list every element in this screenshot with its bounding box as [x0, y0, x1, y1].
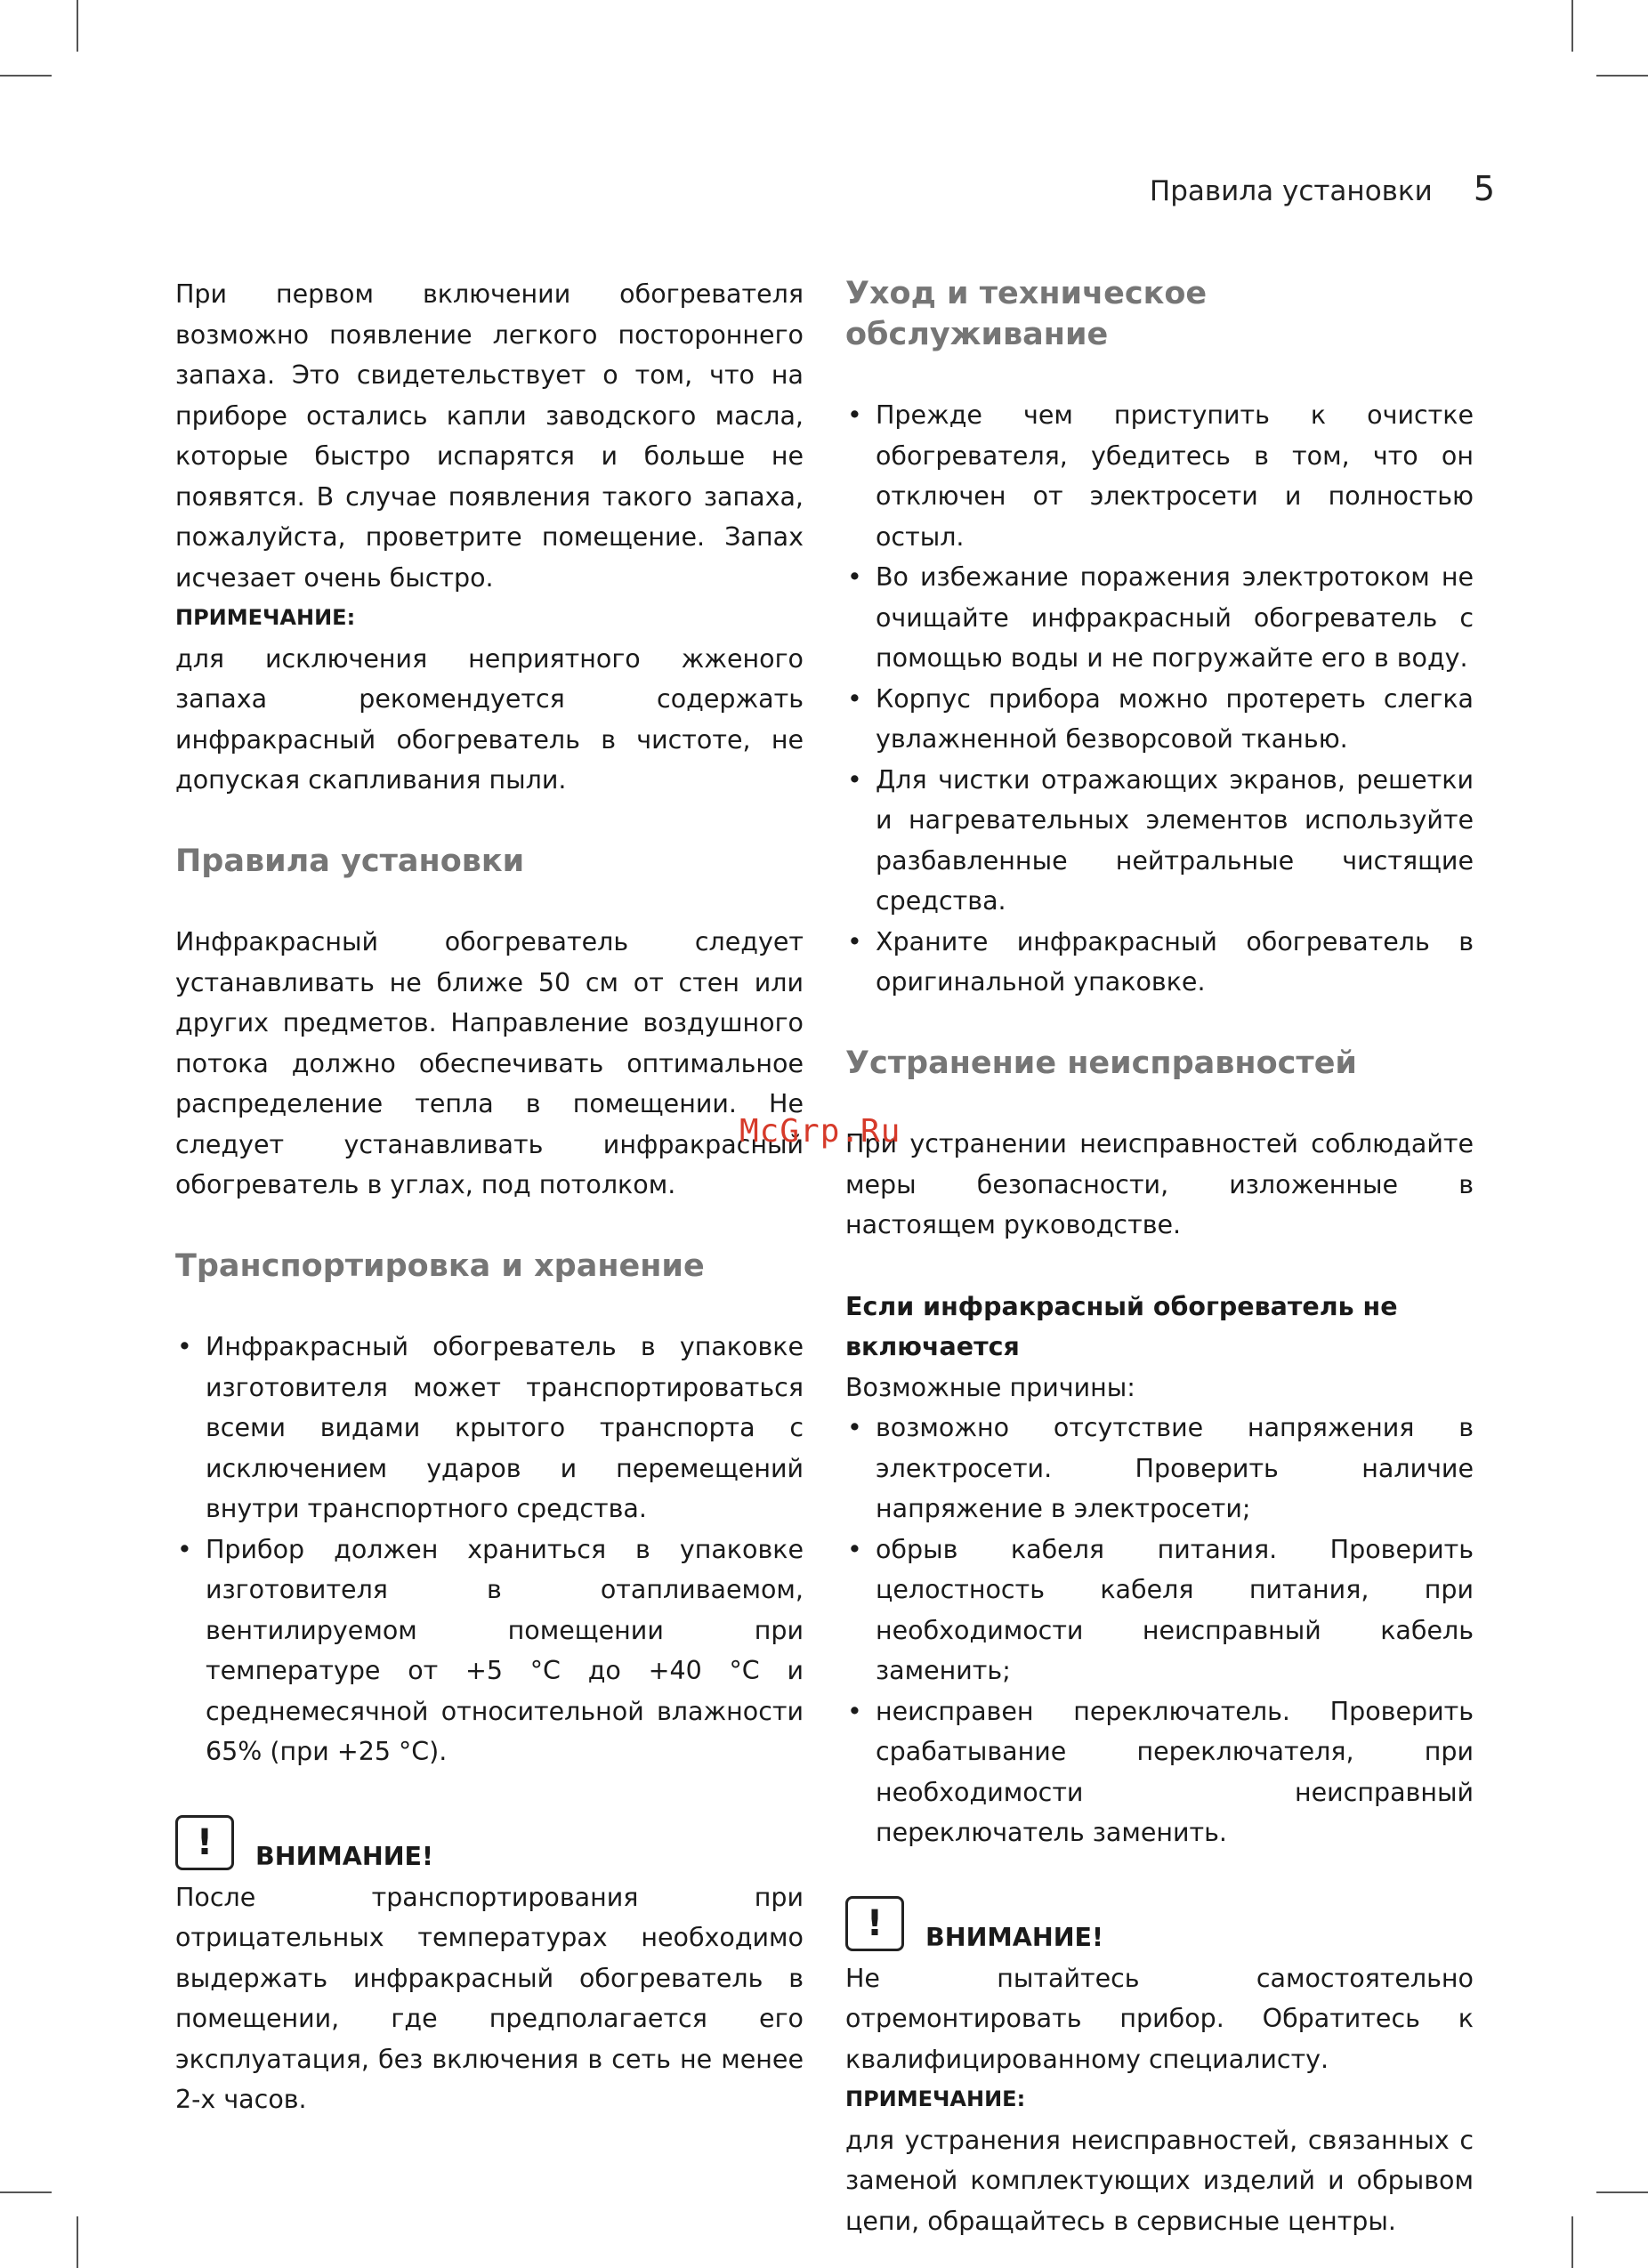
install-paragraph: Инфракрасный обогреватель следует устанавливать не ближе 50 см от стен или других предметов. Направление воздушного потока должно обеспечивать оптимальное распределение тепла в помещении. Не следует устанавливать инфракрасный обогреватель в углах, под потолком.: [175, 927, 804, 1199]
install-heading: Правила установки: [175, 843, 525, 879]
crop-mark: [77, 2216, 78, 2268]
list-item: • неисправен переключатель. Проверить срабатывание переключателя, при необходимости неисправный переключатель заменить.: [845, 1691, 1474, 1853]
causes-list: [845, 1408, 1474, 1853]
intro-paragraph: При первом включении обогревателя возможно появление легкого постороннего запаха. Это свидетельствует о том, что на приборе остались капли заводского масла, которые быстро испарятся и больше не появятся. В случае появления такого запаха, пожалуйста, проветрите помещение. Запах исчезает очень быстро.: [175, 279, 804, 593]
warning-row: [845, 1896, 1474, 1951]
trouble-heading: Устранение неисправностей: [845, 1045, 1357, 1081]
care-list: [845, 395, 1474, 1003]
care-heading: Уход и техническое обслуживание: [845, 276, 1208, 352]
warning-label: ВНИМАНИЕ!: [925, 1923, 1104, 1952]
crop-mark: [1571, 2216, 1573, 2268]
trouble-paragraph: При устранении неисправностей соблюдайте меры безопасности, изложенные в настоящем руководстве.: [845, 1129, 1474, 1239]
list-item: • Храните инфракрасный обогреватель в оригинальной упаковке.: [845, 922, 1474, 1003]
transport-list: [175, 1327, 804, 1772]
causes-label: Возможные причины:: [845, 1372, 1135, 1402]
crop-mark: [1596, 75, 1648, 77]
no-power-heading: [845, 1287, 1474, 1368]
list-item: • Прибор должен храниться в упаковке изготовителя в отапливаемом, вентилируемом помещении при температуре от +5 °C до +40 °C и среднемесячной относительной влажности 65% (при +25 °C).: [175, 1529, 804, 1772]
left-column: [175, 274, 804, 2120]
list-item: • обрыв кабеля питания. Проверить целостность кабеля питания, при необходимости неисправный кабель заменить;: [845, 1529, 1474, 1691]
list-item: • Во избежание поражения электротоком не очищайте инфракрасный обогреватель с помощью воды и не погружайте его в воду.: [845, 557, 1474, 679]
running-header: [1150, 169, 1495, 208]
exclamation-icon: !: [175, 1815, 234, 1870]
list-item: • Для чистки отражающих экранов, решетки и нагревательных элементов используйте разбавленные нейтральные чистящие средства.: [845, 760, 1474, 922]
crop-mark: [0, 2191, 52, 2193]
warning-label: ВНИМАНИЕ!: [255, 1842, 434, 1871]
no-power-title-line: Если инфракрасный обогреватель не: [845, 1291, 1398, 1321]
right-column: [845, 274, 1474, 2241]
warning-text: Не пытайтесь самостоятельно отремонтировать прибор. Обратитесь к квалифицированному специалисту.: [845, 1963, 1474, 2074]
warning-row: [175, 1815, 804, 1870]
exclamation-icon: !: [845, 1896, 904, 1951]
list-item: • Инфракрасный обогреватель в упаковке изготовителя может транспортироваться всеми видами крытого транспорта с исключением ударов и перемещений внутри транспортного средства.: [175, 1327, 804, 1529]
crop-mark: [1596, 2191, 1648, 2193]
crop-mark: [77, 0, 78, 52]
note-label: ПРИМЕЧАНИЕ:: [175, 605, 356, 630]
list-item: • возможно отсутствие напряжения в электросети. Проверить наличие напряжение в электросети;: [845, 1408, 1474, 1529]
note-label: ПРИМЕЧАНИЕ:: [845, 2086, 1026, 2111]
header-section-title: Правила установки: [1149, 175, 1433, 207]
crop-mark: [0, 75, 52, 77]
list-item: • Прежде чем приступить к очистке обогревателя, убедитесь в том, что он отключен от электросети и полностью остыл.: [845, 395, 1474, 557]
watermark: McGrp.Ru: [739, 1113, 901, 1150]
transport-heading: Транспортировка и хранение: [175, 1247, 705, 1284]
page-number: 5: [1473, 169, 1495, 208]
note-text: для исключения неприятного жженого запаха рекомендуется содержать инфракрасный обогреватель в чистоте, не допуская скапливания пыли.: [175, 643, 804, 795]
list-item: • Корпус прибора можно протереть слегка увлажненной безворсовой тканью.: [845, 679, 1474, 760]
warning-text: После транспортирования при отрицательных температурах необходимо выдержать инфракрасный обогреватель в помещении, где предполагается его эксплуатация, без включения в сеть не менее 2-х часов.: [175, 1882, 804, 2114]
note-text: для устранения неисправностей, связанных с заменой комплектующих изделий и обрывом цепи, обращайтесь в сервисные центры.: [845, 2125, 1474, 2236]
crop-mark: [1571, 0, 1573, 52]
no-power-title-line: включается: [845, 1332, 1020, 1361]
